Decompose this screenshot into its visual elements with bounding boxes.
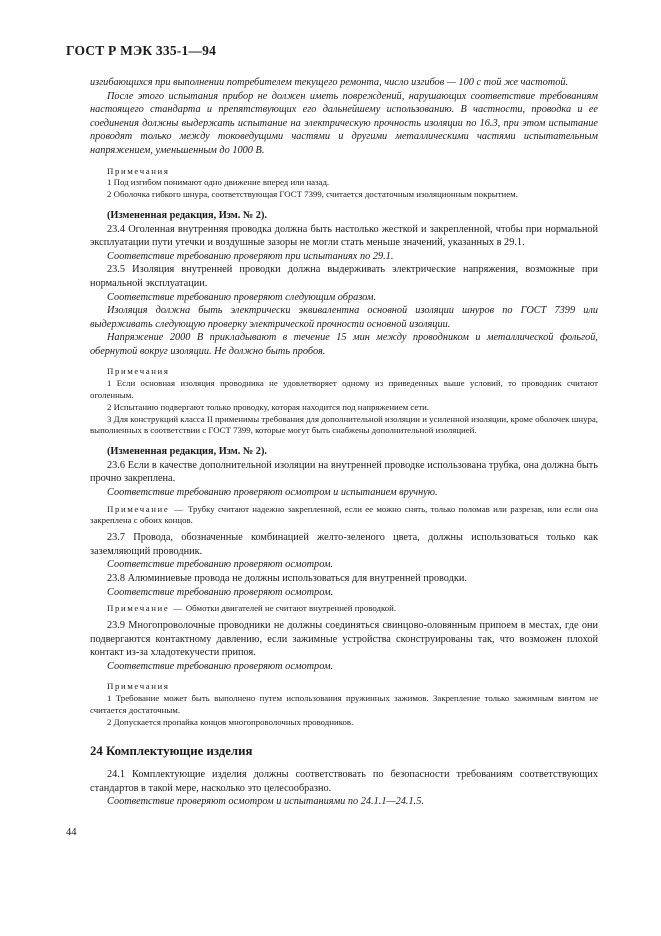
- paragraph: изгибающихся при выполнении потребителем текущего ремонта, число изгибов — 100 с той же частотой.: [90, 77, 569, 88]
- section-heading: 24 Комплектующие изделия: [90, 743, 253, 758]
- note-item: 1 Если основная изоляция проводника не удовлетворяет одному из приведенных выше условий, то проводник считают оголенным.: [90, 378, 598, 401]
- note-item: 2 Испытанию подвергают только проводку, которая находится под напряжением сети.: [107, 401, 430, 412]
- revision-note: (Измененная редакция, Изм. № 2).: [107, 209, 267, 221]
- page-number: 44: [66, 827, 77, 838]
- clause-23-9: 23.9 Многопроволочные проводники не должны соединяться свинцово-оловянным припоем в местах, где они подвергаются контактному давлению, если зажимные устройства сконструированы так, что возможен плохой контакт из-за хладотекучести припоя.: [90, 620, 598, 659]
- note-text: Трубку считают надежно закрепленной, если ее можно снять, только поломав или разрезав, или если она закреплена с обоих концов.: [90, 503, 599, 526]
- note-item: 2 Допускается пропайка концов многопроволочных проводников.: [107, 716, 354, 727]
- clause-23-4: 23.4 Оголенная внутренняя проводка должна быть настолько жесткой и закрепленной, чтобы при нормальной эксплуатации пути утечки и воздушные зазоры не могли стать меньше значений, указанных в 29.1.: [90, 223, 598, 249]
- compliance-note: Соответствие требованию проверяют осмотром.: [107, 559, 334, 571]
- clause-23-8: 23.8 Алюминиевые провода не должны использоваться для внутренней проводки.: [107, 573, 467, 585]
- compliance-note: Соответствие требованию проверяют осмотром.: [107, 586, 334, 598]
- compliance-note: Соответствие требованию проверяют осмотром и испытанием вручную.: [107, 487, 438, 499]
- clause-23-6: 23.6 Если в качестве дополнительной изоляции на внутренней проводке использована трубка, она должна быть прочно закреплена.: [90, 459, 598, 485]
- clause-23-7: 23.7 Провода, обозначенные комбинацией желто-зеленого цвета, должны использоваться только как заземляющий проводник.: [90, 532, 598, 557]
- note-text: Обмотки двигателей не считают внутренней проводкой.: [183, 603, 397, 614]
- paragraph: После этого испытания прибор не должен иметь повреждений, нарушающих соответствие требованиям настоящего стандарта и препятствующих его дальнейшему использованию. В частности, проводка и ее соединения должны выдержать испытание на электрическую прочность изоляции по 16.3, при этом испытание проводят только между токоведущими частями и другими металлическими частями испытательным напряжением, уменьшенным до 1000 В.: [90, 90, 598, 156]
- compliance-note: Соответствие требованию проверяют следующим образом.: [107, 291, 377, 303]
- compliance-note: Изоляция должна быть электрически эквивалентна основной изоляции шнуров по ГОСТ 7399 или выдерживать следующую проверку электрической прочности основной изоляции.: [90, 305, 598, 330]
- clause-23-5: 23.5 Изоляция внутренней проводки должна выдерживать электрические напряжения, возможные при нормальной эксплуатации.: [90, 264, 598, 289]
- note-label: Примечание —: [107, 503, 185, 514]
- compliance-note: Соответствие проверяют осмотром и испытаниями по 24.1.1—24.1.5.: [107, 796, 424, 808]
- compliance-note: Соответствие требованию проверяют при испытаниях по 29.1.: [107, 250, 394, 262]
- note-single: [90, 504, 598, 528]
- note-item: 2 Оболочка гибкого шнура, соответствующая ГОСТ 7399, считается достаточным изоляционным покрытием.: [107, 189, 518, 200]
- clause-24-1: 24.1 Комплектующие изделия должны соответствовать по безопасности требованиям соответствующих стандартов в такой мере, насколько это целесообразно.: [90, 769, 598, 794]
- compliance-note: Соответствие требованию проверяют осмотром.: [107, 660, 334, 672]
- page-body: [90, 76, 598, 809]
- notes-label: Примечания: [107, 165, 170, 176]
- notes-label: Примечания: [107, 366, 170, 377]
- compliance-note: Напряжение 2000 В прикладывают в течение 15 мин между проводником и металлической фольгой, обернутой вокруг изоляции. Не должно быть пробоя.: [90, 332, 598, 357]
- page-header: ГОСТ Р МЭК 335-1—94: [66, 43, 217, 58]
- revision-note: (Измененная редакция, Изм. № 2).: [107, 446, 267, 458]
- note-label: Примечание —: [107, 603, 184, 614]
- note-item: 1 Требование может быть выполнено путем использования пружинных зажимов. Закрепление только зажимным винтом не считается достаточным.: [90, 693, 598, 715]
- notes-label: Примечания: [107, 681, 170, 692]
- note-item: 3 Для конструкций класса II применимы требования для дополнительной изоляции и усиленной изоляции, кроме оболочек шнура, выполненных в соответствии с ГОСТ 7399, которые могут быть снабжены дополнительной изоляцией.: [90, 413, 598, 436]
- note-item: 1 Под изгибом понимают одно движение вперед или назад.: [107, 177, 330, 188]
- note-single: [90, 603, 598, 615]
